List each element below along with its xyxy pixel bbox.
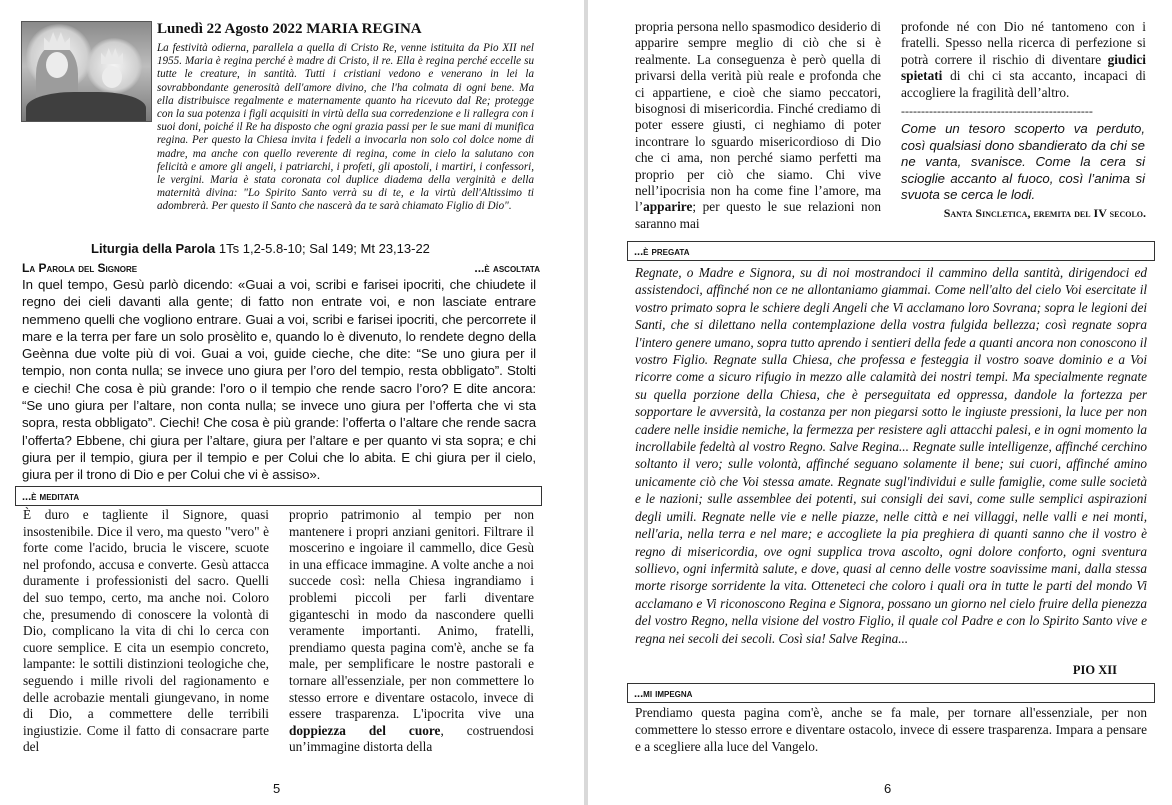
- meditation-cont-col2-text-b: di chi ci sta accanto, incapaci di accogliere la fragilità dell’altro.: [901, 68, 1146, 100]
- liturgy-line: [91, 241, 531, 257]
- ascoltata-label: ...è ascoltata: [474, 261, 540, 275]
- impegna-header: [627, 683, 1155, 703]
- commitment-text: Prendiamo questa pagina com'è, anche se fa male, per tornare all'essenziale, per non commettere lo stesso errore e diventare ostacolo, invece di essere trasparenza. Impara a pensare e a scegliere alla luce del Vangelo.: [635, 705, 1147, 754]
- meditation-col2-text-a: proprio patrimonio al tempio per non mantenere i propri anziani genitori. Filtrare il moscerino e ingoiare il cammello, dice Gesù in una efficace immagine. A volte anche a noi succede così: nella Chiesa ingrandiamo i problemi piccoli per farli diventare giganteschi in modo da nascondere quelli veramente importanti. Animo, fratelli, prendiamo questa pagina com'è, anche se fa male, per semplificare le nostre pastorali e tornare all'essenziale, per non commettere lo stesso errore e diventare ostacolo, invece di essere trasparenza. L'ipocrita vive una: [289, 507, 534, 722]
- meditation-cont-col2-bold: giudici spietati: [901, 51, 1147, 84]
- meditation-cont-col1-text-b: ; per questo le sue relazioni non saranno mai: [635, 199, 881, 231]
- parola-label: La Parola del Signore: [22, 261, 138, 275]
- meditation-cont-col2-text-a: profonde né con Dio né tantomeno con i fratelli. Spesso nella ricerca di perfezione si potrà correre il rischio di diventare: [901, 19, 1146, 67]
- prayer-author: PIO XII: [1043, 662, 1117, 678]
- meditation-column-2: [289, 507, 534, 775]
- meditation-col2-bold: doppiezza del cuore: [289, 722, 441, 738]
- meditata-header: [15, 486, 542, 506]
- page-number-left: 5: [273, 781, 281, 796]
- meditation-cont-col1-bold: apparire: [643, 199, 693, 215]
- right-page: [588, 0, 1172, 805]
- meditation-col2-text-b: , costruendosi un’immagine distorta della: [289, 722, 534, 755]
- meditation-continued-column-1: [635, 19, 881, 237]
- pregata-label: ...è pregata: [634, 246, 690, 258]
- saint-quote: Come un tesoro scoperto va perduto, così qualsiasi dono sbandierato da chi se ne vanta, svanisce. Come la cera si scioglie accanto al fuoco, così l’anima si svuota se cerca le lodi.: [901, 121, 1145, 203]
- feast-intro-top: [157, 42, 534, 213]
- meditata-label: ...è meditata: [22, 491, 80, 503]
- prayer-text: Regnate, o Madre e Signora, su di noi mostrandoci il cammino della santità, dirigendoci ed assistendoci, affinché non ce ne allontaniamo giammai. Come nell'alto del cielo Voi esercitate il vostro primato sopra le schiere degli Angeli che Vi acclamano loro Sovrana; sopra le legioni dei Santi, che si dilettano nella contemplazione della vostra fulgida bellezza; così regnate sopra l'intero genere umano, sopra tutto aprendo i sentieri della fede a quanti ancora non conoscono il vostro Figlio. Regnate sulla Chiesa, che professa e festeggia il vostro soave dominio e a Voi ricorre come a sicuro rifugio in mezzo alle calamità dei nostri tempi. Ma specialmente regnate su quella porzione della Chiesa, che è perseguitata ed oppressa, dandole la fortezza per sopportare le avversità, la costanza per non piegarsi sotto le ingiuste pressioni, la luce per non cadere nelle insidie nemiche, la fermezza per resistere agli attacchi palesi, e in ogni momento la incrollabile fedeltà al vostro Regno. Salve Regina... Regnate sulle intelligenze, affinché cerchino soltanto il vero; sulle volontà, affinché seguano solamente il bene; sui cuori, affinché amino unicamente ciò che Voi stessa amate. Regnate sugl'individui e sulle famiglie, come sulle società e le nazioni; sulle assemblee dei potenti, sui consigli dei savi, come sulle semplici aspirazioni degli umili. Regnate nelle vie e nelle piazze, nelle città e nei villaggi, nelle valli e nei monti, nell'aria, nella terra e nel mare; e accogliete la pia preghiera di quanti sanno che il vostro è regno di misericordia, ove ogni supplica trova ascolto, ogni dolore conforto, ogni sventura sollievo, ogni infermità salute, e dove, quasi al cenno delle vostre soavissime mani, dalla stessa morte risorge sorridente la vita. Otteneteci che coloro i quali ora in tutte le parti del mondo Vi acclamano e Vi riconoscono Regina e Signora, possano un giorno nel cielo fruire della pienezza del vostro Regno, nella visione del vostro Figlio, il quale col Padre e con lo Spirito Santo vive e regna nei secoli dei secoli. Così sia! Salve Regina...: [635, 265, 1147, 646]
- meditation-column-1: È duro e tagliente il Signore, quasi insostenibile. Dice il vero, ma questo "vero" è forte come l'acido, brucia le viscere, scuote nel profondo, accusa e converte. Gesù attacca duramente i professionisti del sacro. Quelli del suo tempo, certo, ma anche noi. Coloro che, presumendo di conoscere la volontà di Dio, complicano la vita di chi lo cerca con cuore semplice. E cita un esempio concreto, lampante: le sottili distinzioni teologiche che, seguendo i mille rivoli del ragionamento e delle acrobazie mentali giungevano, in nome di Dio, a commettere delle terribili ingiustizie. Come il fatto di consacrare parte del: [23, 507, 269, 755]
- meditation-continued-column-2: [901, 19, 1146, 105]
- meditation-cont-col1-text-a: propria persona nello spasmodico desiderio di apparire sempre meglio di ciò che si è realmente. La conseguenza è però quella di privarsi della verità più reale e profonda che ci appartiene, e cioè che siamo peccatori, bisognosi di misericordia. Finché crediamo di poter essere giusti, ci neghiamo di poter incontrare lo sguardo misericordioso di Dio che ci ama, non perché siamo perfetti ma proprio per ciò che siamo. Chi vive nell’ipocrisia non ha come fine l’amore, ma l’: [635, 19, 881, 215]
- liturgy-refs: 1Ts 1,2-5.8-10; Sal 149; Mt 23,13-22: [218, 241, 430, 256]
- gospel-text: In quel tempo, Gesù parlò dicendo: «Guai a voi, scribi e farisei ipocriti, che chiudete il regno dei cieli davanti alla gente; di fatto non entrate voi, e non lasciate entrare nemmeno quelli che vogliono entrare. Guai a voi, scribi e farisei ipocriti, che percorrete il mare e la terra per fare un solo prosèlito e, quando lo è divenuto, lo rendete degno della Geènna due volte più di voi. Guai a voi, guide cieche, che dite: “Se uno giura per il tempio, non conta nulla; se invece uno giura per l’oro del tempio, resta obbligato”. Stolti e ciechi! Che cosa è più grande: l’oro o il tempio che rende sacro l’oro? E dite ancora: “Se uno giura per l’altare, non conta nulla; se invece uno giura per l’offerta che vi sta sopra, resta obbligato”. Ciechi! Che cosa è più grande: l’offerta o l’altare che rende sacra l’offerta? Ebbene, chi giura per l’altare, giura per l’altare e per quanto vi sta sopra; e chi giura per il tempio, giura per il tempio e per Colui che lo abita. E chi giura per il cielo, giura per il trono di Dio e per Colui che vi è assiso».: [22, 277, 536, 483]
- quote-author: Santa Sincletica, eremita del IV secolo.: [943, 206, 1146, 220]
- madonna-queen-image: [21, 21, 152, 122]
- left-page: [0, 0, 584, 805]
- section-divider: ------------------------------------------------: [901, 104, 1093, 118]
- impegna-label: ...mi impegna: [634, 688, 693, 700]
- feast-intro-text: La festività odierna, parallela a quella di Cristo Re, venne istituita da Pio XII nel 1955. Maria è regina perché è madre di Cristo, il re. Ella è regina perché eccelle su tutte le creature, in santità. Tutti i cristiani vedono e venerano in lei la sovrabbondante generosità dell'amore divino, che l'ha colmata di ogni bene. Ma ella distribuisce regalmente e maternamente quanto ha ricevuto dal Re; protegge con la sua potenza i figli acquisiti in virtù della sua corredenzione e li rallegra con i suoi doni, poiché il Re ha disposto che ogni grazia passi per le sue mani di munifica regina. Per questo la Chiesa invita i fedeli a invocarla non solo col dolce nome di madre, ma anche con quello reverente di regina, come in cielo la salutano con felicità e amore gli angeli, i patriarchi, i profeti, gli apostoli, i martiri, i confessori, le vergini. Maria è stata coronata col duplice diadema della verginità e della maternità divina: "Lo Spirito Santo verrà su di te, e la virtù dell'Altissimo ti adombrerà. Per questo il Santo che nascerà da te sarà chiamato Figlio di Dio".: [157, 42, 534, 213]
- pregata-header: [627, 241, 1155, 261]
- liturgy-label: Liturgia della Parola: [91, 241, 216, 256]
- page-number-right: 6: [884, 781, 892, 796]
- page-title: Lunedì 22 Agosto 2022 MARIA REGINA: [157, 21, 422, 37]
